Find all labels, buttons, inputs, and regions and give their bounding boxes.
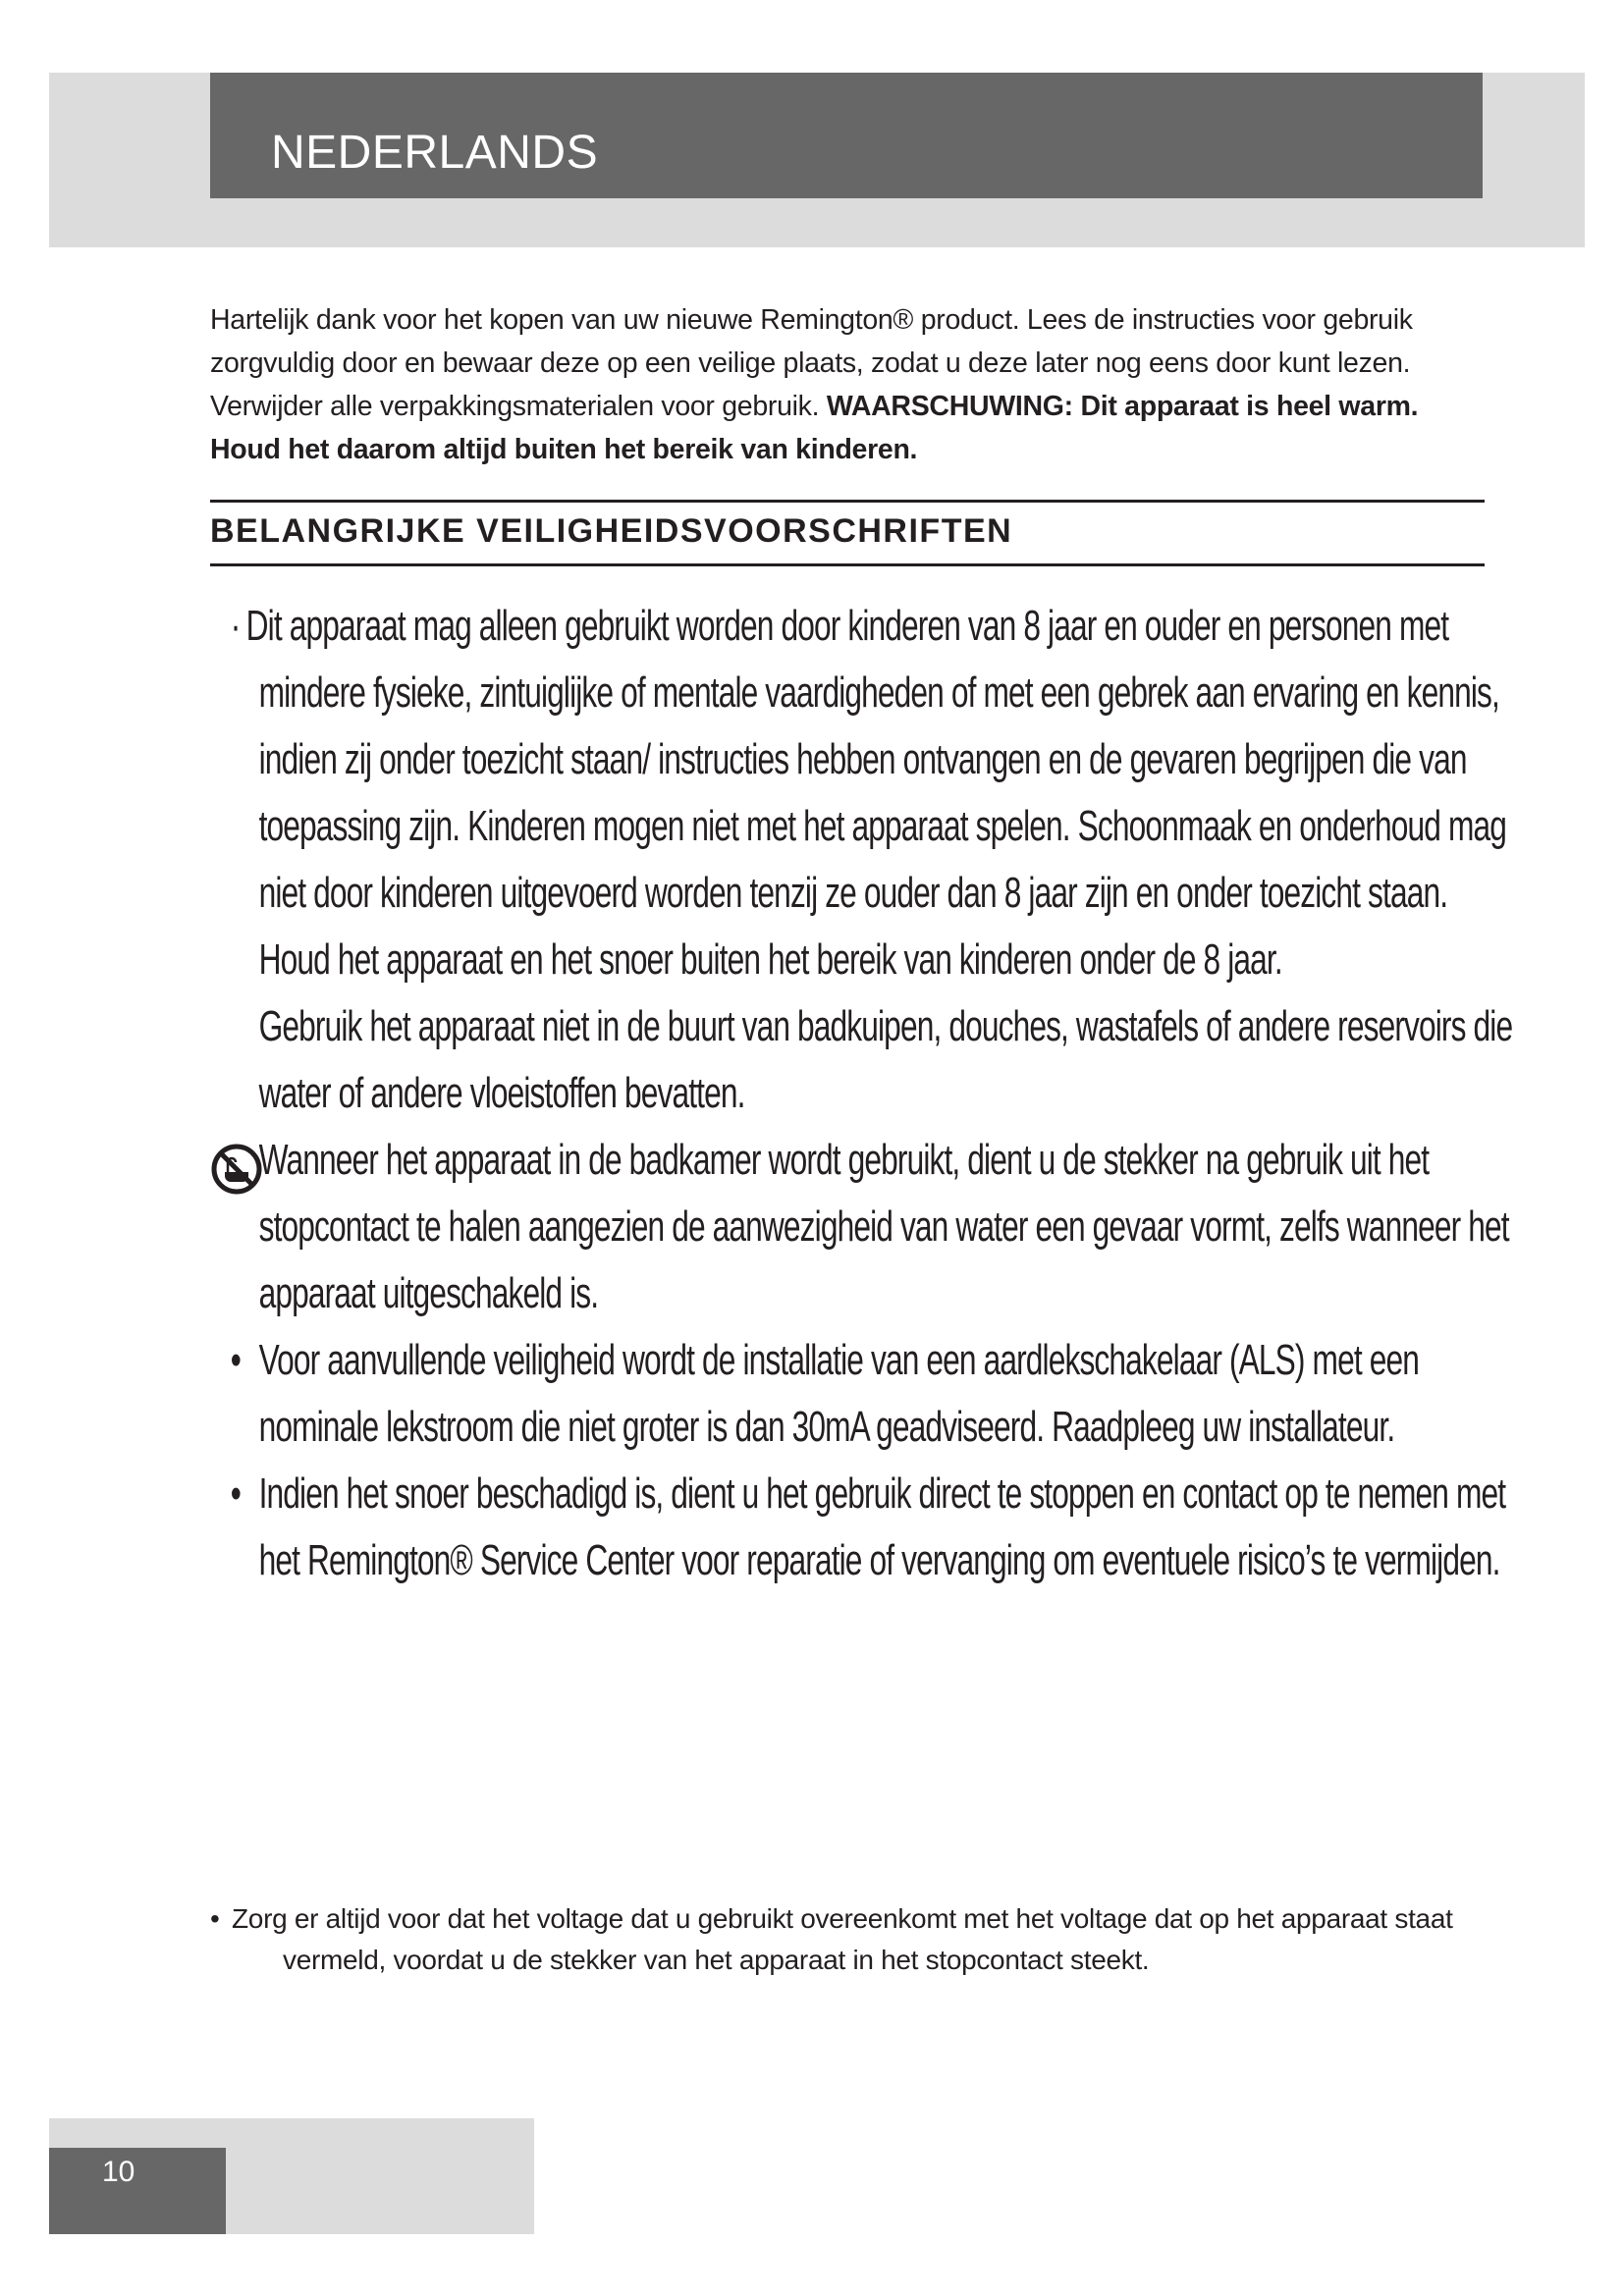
voltage-item	[210, 1898, 1487, 1981]
safety-item-rcd	[202, 1327, 1517, 1461]
section-rule-bottom	[210, 563, 1485, 566]
page-number: 10	[102, 2156, 135, 2188]
voltage-list	[210, 1898, 1487, 1981]
no-bath-icon	[210, 1143, 263, 1201]
intro-paragraph	[210, 298, 1487, 471]
bullet-marker: •	[230, 1469, 242, 1518]
safety-item-children	[202, 593, 1517, 993]
bullet-marker: •	[230, 1336, 242, 1384]
safety-item-text: Dit apparaat mag alleen gebruikt worden door kinderen van 8 jaar en ouder en personen met mindere fysieke, zintuiglijke of mentale vaardigheden of met een gebrek aan ervaring en kennis, indien zij onder toezicht staan/ instructies hebben ontvangen en de gevaren begrijpen die van toepassing zijn. Kinderen mogen niet met het apparaat spelen. Schoonmaak en onderhoud mag niet door kinderen uitgevoerd worden tenzij ze ouder dan 8 jaar zijn en onder toezicht staan. Houd het apparaat en het snoer buiten het bereik van kinderen onder de 8 jaar.	[245, 602, 1507, 984]
safety-item-text: Voor aanvullende veiligheid wordt de installatie van een aardlekschakelaar (ALS) met een nominale lekstroom die niet groter is dan 30mA geadviseerd. Raadpleeg uw installateur.	[258, 1336, 1419, 1451]
bullet-marker: •	[210, 1903, 220, 1934]
safety-item-bathroom	[202, 1127, 1517, 1327]
intro-warning: WAARSCHUWING: Dit apparaat is heel warm. Houd het daarom altijd buiten het bereik van kinderen.	[210, 391, 1419, 465]
voltage-item-text: Zorg er altijd voor dat het voltage dat u gebruikt overeenkomt met het voltage dat op het apparaat staat vermeld, voordat u de stekker van het apparaat in het stopcontact steekt.	[232, 1903, 1453, 1975]
intro-text: Hartelijk dank voor het kopen van uw nieuwe Remington® product. Lees de instructies voor gebruik zorgvuldig door en bewaar deze op een veilige plaats, zodat u deze later nog eens door kunt lezen. Verwijder alle verpakkingsmaterialen voor gebruik.	[210, 304, 1413, 422]
section-title: BELANGRIJKE VEILIGHEIDSVOORSCHRIFTEN	[210, 512, 1013, 550]
section-rule-top	[210, 500, 1485, 503]
bullet-marker: ·	[230, 602, 241, 650]
language-heading: NEDERLANDS	[271, 127, 599, 179]
safety-item-text: Gebruik het apparaat niet in de buurt van badkuipen, douches, wastafels of andere reservoirs die water of andere vloeistoffen bevatten.	[258, 1002, 1513, 1117]
safety-list	[202, 593, 1517, 1594]
page-number-box	[49, 2148, 226, 2234]
safety-item-cord	[202, 1461, 1517, 1594]
safety-item-text: Wanneer het apparaat in de badkamer wordt gebruikt, dient u de stekker na gebruik uit het stopcontact te halen aangezien de aanwezigheid van water een gevaar vormt, zelfs wanneer het apparaat uitgeschakeld is.	[258, 1136, 1509, 1317]
safety-item-text: Indien het snoer beschadigd is, dient u het gebruik direct te stoppen en contact op te nemen met het Remington® Service Center voor reparatie of vervanging om eventuele risico’s te vermijden.	[258, 1469, 1506, 1584]
safety-item-bath	[202, 993, 1517, 1127]
